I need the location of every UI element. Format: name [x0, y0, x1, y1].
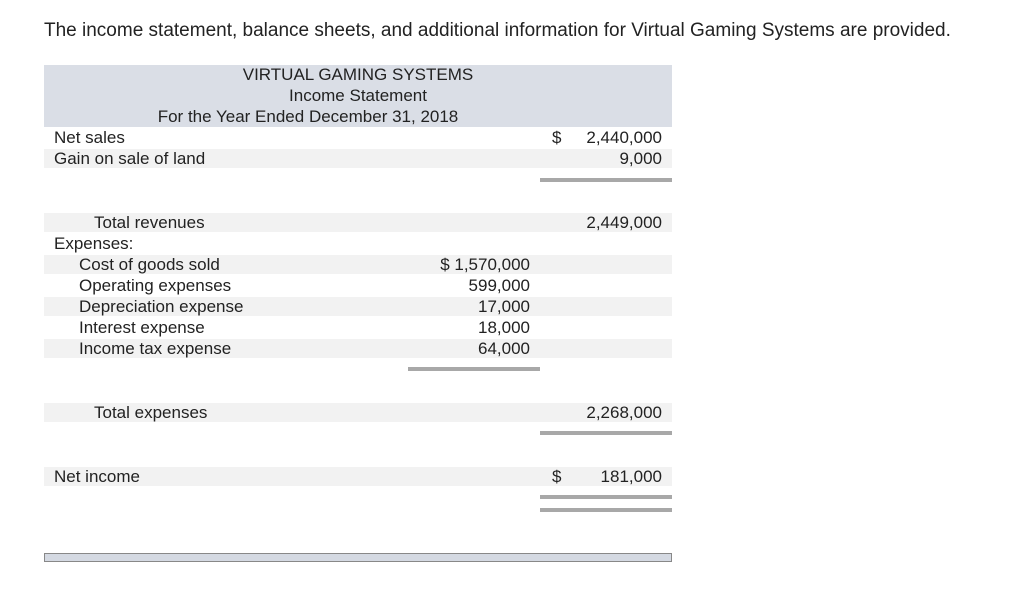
gain-value: 9,000 [619, 149, 662, 168]
row-expense-item [44, 339, 672, 358]
net-sales-dollar: $ [552, 128, 562, 147]
row-expense-item [44, 276, 672, 295]
expense-value: 17,000 [478, 297, 530, 316]
net-sales-value: 2,440,000 [586, 128, 662, 147]
total-expenses-value: 2,268,000 [586, 403, 662, 422]
double-rule-bottom [540, 508, 672, 512]
row-gain-on-sale [44, 149, 672, 168]
total-expenses-label: Total expenses [94, 403, 208, 422]
row-expense-item [44, 255, 672, 274]
expenses-heading: Expenses: [54, 234, 134, 253]
expense-value: 64,000 [478, 339, 530, 358]
net-sales-label: Net sales [54, 128, 125, 147]
expense-value: 599,000 [468, 276, 530, 295]
double-rule-top [540, 495, 672, 499]
net-income-dollar: $ [552, 467, 562, 486]
row-net-income [44, 467, 672, 486]
net-income-label: Net income [54, 467, 140, 486]
expense-value: 18,000 [478, 318, 530, 337]
statement-footer-bar [44, 553, 672, 562]
row-expense-item [44, 318, 672, 337]
row-net-sales [44, 128, 672, 147]
statement-period: For the Year Ended December 31, 2018 [157, 107, 459, 126]
intro-text: The income statement, balance sheets, and additional information for Virtual Gaming Systems are provided. [44, 20, 951, 41]
row-expense-item [44, 297, 672, 316]
total-revenues-value: 2,449,000 [586, 213, 662, 232]
row-total-expenses [44, 403, 672, 422]
subtotal-rule-expenses [408, 367, 540, 371]
net-income-value: 181,000 [600, 467, 662, 486]
statement-header [44, 65, 672, 127]
expense-label: Operating expenses [79, 276, 232, 295]
statement-title: Income Statement [289, 86, 427, 105]
gain-label: Gain on sale of land [54, 149, 206, 168]
company-name: VIRTUAL GAMING SYSTEMS [242, 65, 474, 84]
subtotal-rule-revenues [540, 178, 672, 182]
expense-label: Income tax expense [79, 339, 232, 358]
expense-label: Cost of goods sold [79, 255, 220, 274]
expense-label: Interest expense [79, 318, 205, 337]
expense-label: Depreciation expense [79, 297, 244, 316]
subtotal-rule-total-expenses [540, 431, 672, 435]
expense-value: $ 1,570,000 [440, 255, 530, 274]
total-revenues-label: Total revenues [94, 213, 205, 232]
row-total-revenues [44, 213, 672, 232]
row-expenses-heading [44, 234, 672, 253]
